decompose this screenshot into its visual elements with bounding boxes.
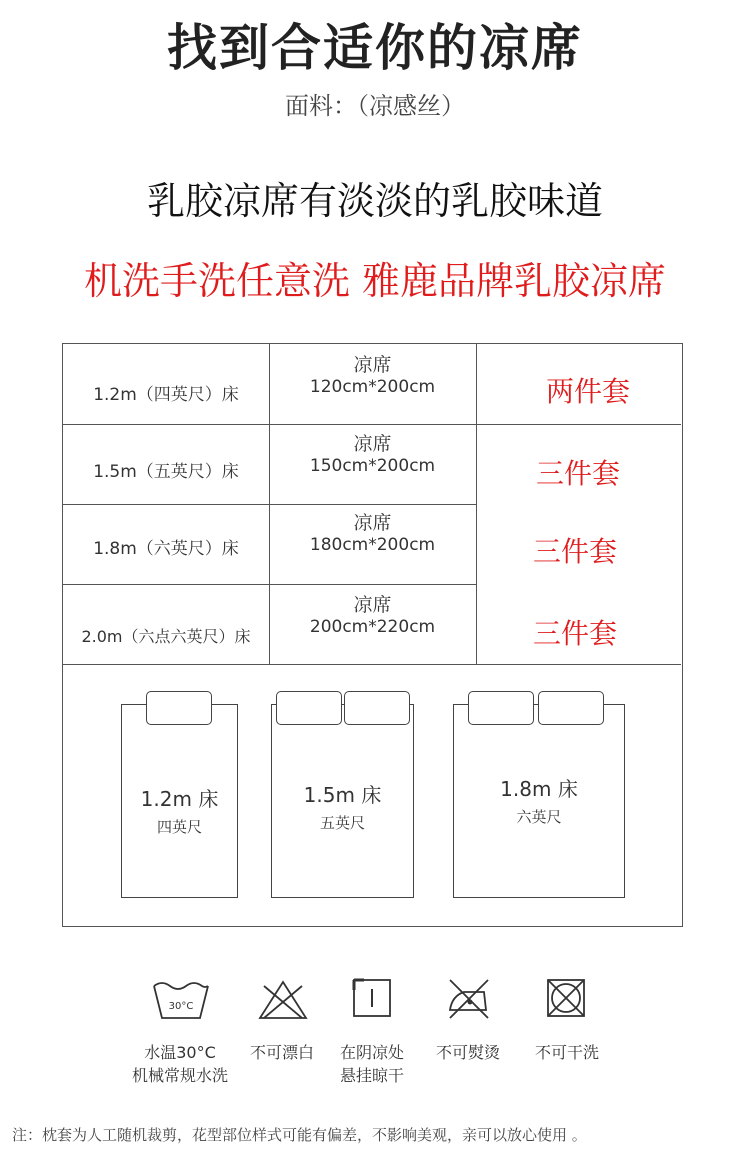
care-label-no-dry-clean	[517, 1041, 617, 1064]
no-dry-clean-icon	[544, 976, 588, 1020]
care-label-line: 不可漂白	[249, 1043, 314, 1062]
mat-name: 凉席	[353, 594, 392, 616]
mat-name: 凉席	[353, 354, 392, 376]
mat-size: 180cm*200cm	[309, 535, 436, 555]
bed-diagram-1-5m	[271, 704, 414, 898]
care-label-no-bleach	[232, 1041, 332, 1064]
care-label-wash	[110, 1041, 250, 1087]
care-label-line: 不可干洗	[534, 1043, 599, 1062]
pillow	[468, 691, 534, 725]
mat-name: 凉席	[353, 512, 392, 534]
table-row-mat-cell	[269, 594, 476, 638]
bed-size-label: 1.2m 床	[140, 787, 219, 811]
wash-temp-text: 30°C	[168, 1001, 194, 1012]
bed-feet-label: 六英尺	[516, 808, 562, 826]
pillow	[538, 691, 604, 725]
size-table	[62, 343, 683, 927]
set-label: 三件套	[532, 617, 617, 650]
wash-brand-notice: 机洗手洗任意洗 雅鹿品牌乳胶凉席	[83, 259, 667, 303]
pillow	[344, 691, 410, 725]
bed-feet-label: 五英尺	[319, 814, 365, 832]
mat-name: 凉席	[353, 433, 392, 455]
line-dry-shade-icon	[350, 976, 394, 1020]
set-label: 三件套	[532, 535, 617, 568]
table-row-mat-cell	[269, 512, 476, 556]
table-row-bed-label: 1.8m（六英尺）床	[93, 539, 239, 559]
set-label: 两件套	[545, 375, 630, 408]
bed-feet-label: 四英尺	[156, 818, 202, 836]
pillow	[146, 691, 212, 725]
table-row-bed-label: 1.5m（五英尺）床	[93, 462, 239, 482]
care-label-line-dry	[322, 1041, 422, 1087]
care-label-line: 水温30°C	[144, 1043, 216, 1062]
care-label-line: 机械常规水洗	[131, 1066, 228, 1085]
page-title: 找到合适你的凉席	[167, 19, 583, 77]
care-label-no-iron	[418, 1041, 518, 1064]
set-label: 三件套	[535, 457, 620, 490]
no-bleach-icon	[256, 978, 310, 1022]
care-label-line: 不可熨烫	[435, 1043, 500, 1062]
table-row-bed-label: 1.2m（四英尺）床	[93, 385, 239, 405]
footnote: 注：枕套为人工随机裁剪，花型部位样式可能有偏差，不影响美观，亲可以放心使用 。	[12, 1126, 587, 1144]
wash-30c-icon	[150, 978, 212, 1024]
pillow	[276, 691, 342, 725]
fabric-subtitle: 面料：（凉感丝）	[285, 92, 465, 120]
care-label-line: 在阴凉处	[339, 1043, 404, 1062]
table-row-mat-cell	[269, 354, 476, 398]
table-row-bed-label: 2.0m（六点六英尺）床	[81, 627, 251, 646]
no-iron-icon	[444, 974, 492, 1022]
mat-size: 150cm*200cm	[309, 456, 436, 476]
mat-size: 200cm*220cm	[309, 617, 436, 637]
bed-size-label: 1.8m 床	[500, 777, 578, 801]
care-label-line: 悬挂晾干	[339, 1066, 404, 1085]
bed-size-label: 1.5m 床	[303, 783, 382, 807]
mat-size: 120cm*200cm	[309, 377, 436, 397]
bed-diagram-1-8m	[453, 704, 625, 898]
bed-diagram-1-2m	[121, 704, 238, 898]
table-row-mat-cell	[269, 433, 476, 477]
latex-smell-notice: 乳胶凉席有淡淡的乳胶味道	[146, 179, 603, 223]
